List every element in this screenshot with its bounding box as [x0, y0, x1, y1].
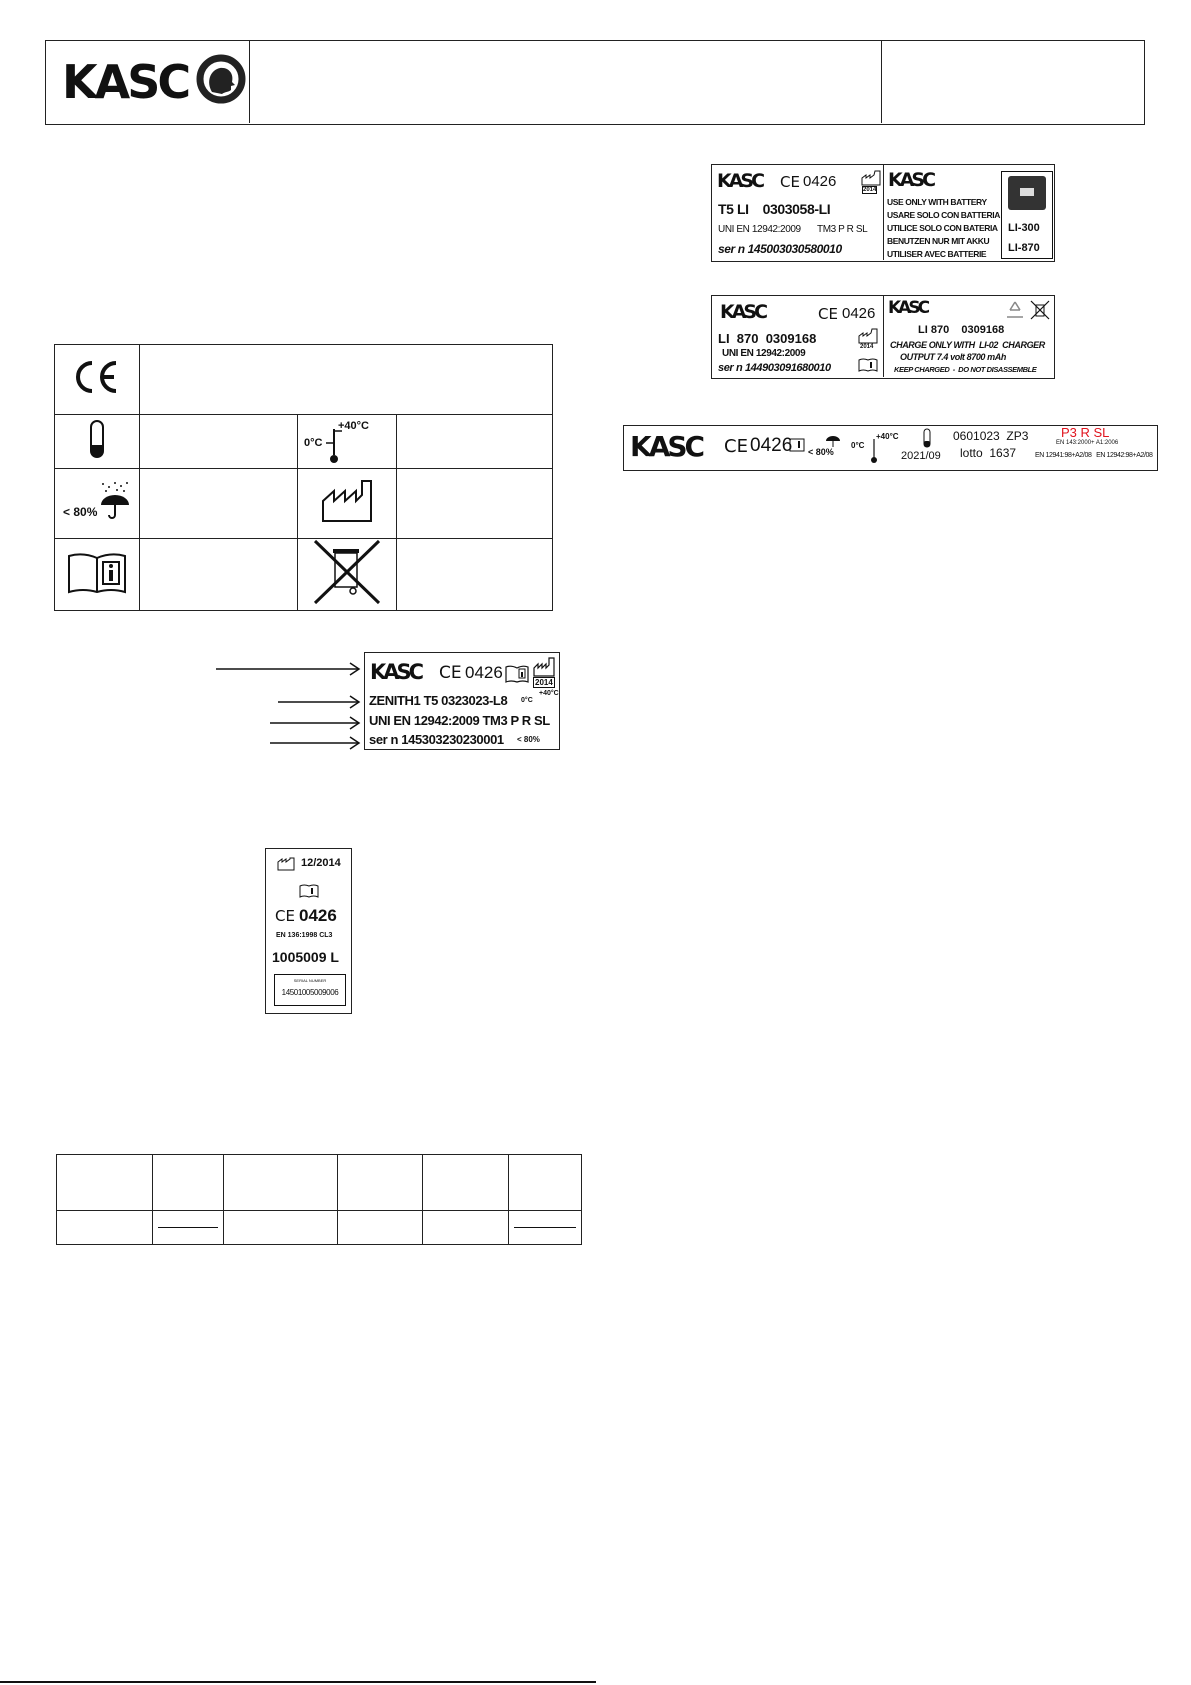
grid-cell	[57, 1211, 153, 1245]
filter-label	[265, 848, 352, 1014]
zenith-label-factory-icon	[533, 657, 555, 677]
instructions-book-icon	[67, 550, 127, 594]
battery-label-serial: ser n 144903091680010	[718, 362, 831, 374]
warning-line: USARE SOLO CON BATTERIA	[887, 210, 1000, 220]
grid-cell	[508, 1211, 581, 1245]
blank-line	[514, 1227, 576, 1228]
instructions-symbol-cell	[55, 539, 140, 611]
manufacturer-symbol-cell	[298, 469, 397, 539]
symbol-table	[54, 344, 553, 611]
bottom-grid-table	[56, 1154, 582, 1245]
p3-label-date: 2021/09	[901, 450, 941, 462]
filter-label-standard: EN 136:1998 CL3	[276, 932, 333, 939]
p3-label-thermometer-icon	[870, 438, 878, 464]
battery-image	[1008, 176, 1046, 210]
grid-cell	[508, 1155, 581, 1211]
battery-label	[711, 295, 1055, 379]
recycle-icon	[1004, 300, 1026, 320]
instructions-description-cell	[140, 539, 298, 611]
factory-icon	[320, 479, 374, 523]
temperature-description-cell	[397, 415, 553, 469]
zenith-label-notified-body: 0426	[465, 663, 503, 682]
grid-cell	[337, 1155, 422, 1211]
battery-label-book-icon	[858, 358, 878, 372]
grid-cell	[57, 1155, 153, 1211]
battery-label-left	[712, 296, 884, 377]
ce-description-cell	[140, 345, 553, 415]
unit-label-left	[712, 165, 884, 260]
filter-label-ce: CE	[275, 907, 295, 925]
battery-model-2: LI-870	[1008, 242, 1040, 254]
p3-label-class: P3 R SL	[1061, 425, 1110, 440]
zenith-label-ce: CE	[439, 663, 462, 683]
humidity-description-cell	[140, 469, 298, 539]
battery-label-charge: CHARGE ONLY WITH LI-02 CHARGER	[890, 340, 1045, 350]
zenith-label-humidity: < 80%	[517, 735, 540, 744]
battery-label-standard: UNI EN 12942:2009	[722, 348, 806, 359]
temp-high-label: +40°C	[338, 419, 370, 432]
kasco-logo	[62, 55, 188, 109]
filter-label-notified-body: 0426	[299, 906, 337, 925]
p3-label-code: 0601023 ZP3	[953, 429, 1029, 443]
humidity-label: < 80%	[63, 504, 98, 519]
filter-label-serial-box	[274, 974, 346, 1006]
unit-label-factory-icon	[861, 170, 881, 186]
thermometer-icon	[324, 427, 344, 465]
p3-filter-label	[623, 425, 1158, 471]
header-title-cell	[249, 41, 882, 123]
storage-symbol-cell	[55, 415, 140, 469]
grid-cell	[337, 1211, 422, 1245]
battery-photo-frame	[1001, 171, 1053, 259]
zenith-label-brand: KASC	[370, 660, 422, 684]
blank-line	[158, 1227, 218, 1228]
p3-label-brand: KASC	[630, 430, 703, 463]
p3-label-hourglass-icon	[922, 428, 932, 448]
unit-label-right-brand: KASC	[888, 169, 934, 191]
zenith-label-model: ZENITH1 T5 0323023-L8	[369, 693, 508, 708]
p3-label-ce: CE	[724, 436, 748, 457]
unit-label-ce: CE	[780, 173, 800, 191]
ce-icon	[72, 360, 122, 394]
weee-symbol-cell	[298, 539, 397, 611]
header-logo-cell	[46, 41, 250, 123]
logo-text: KASC	[62, 55, 189, 109]
zenith-label-year: 2014	[535, 678, 553, 687]
head-icon	[196, 52, 246, 106]
unit-label-right	[884, 165, 1054, 260]
filter-label-date: 12/2014	[301, 857, 341, 869]
unit-label-class: TM3 P R SL	[817, 224, 868, 235]
storage-description-cell	[140, 415, 298, 469]
crossed-bin-icon	[1030, 300, 1050, 320]
filter-label-book-icon	[299, 884, 319, 898]
grid-cell	[423, 1211, 508, 1245]
battery-label-right-brand: KASC	[888, 298, 928, 318]
battery-label-brand: KASC	[720, 301, 766, 323]
p3-label-umbrella-icon	[824, 430, 842, 448]
ce-symbol-cell	[55, 345, 140, 415]
zenith-label-serial: ser n 145303230230001	[369, 732, 504, 747]
grid-cell	[423, 1155, 508, 1211]
p3-label-notified-body: 0426	[750, 435, 793, 456]
unit-label-standard: UNI EN 12942:2009	[718, 224, 801, 235]
filter-label-serial-title: SERIAL NUMBER	[293, 978, 327, 983]
battery-label-notified-body: 0426	[842, 305, 876, 322]
unit-label	[711, 164, 1055, 262]
footer-rule	[0, 1681, 596, 1683]
unit-label-warnings	[887, 196, 1000, 261]
grid-cell	[224, 1211, 338, 1245]
manufacturer-description-cell	[397, 469, 553, 539]
p3-label-temp-high: +40°C	[876, 432, 899, 441]
temperature-symbol-cell	[298, 415, 397, 469]
p3-label-temp-low: 0°C	[851, 441, 865, 450]
battery-label-factory-icon	[858, 328, 878, 344]
header	[45, 40, 1145, 125]
unit-label-serial: ser n 145003030580010	[718, 242, 842, 256]
battery-label-care: KEEP CHARGED - DO NOT DISASSEMBLE	[894, 365, 1037, 374]
label-callout-arrows	[216, 660, 366, 760]
temp-low-label: 0°C	[304, 436, 323, 449]
unit-label-notified-body: 0426	[803, 173, 837, 190]
zenith-label-temp-high: +40°C	[539, 690, 559, 697]
humidity-symbol-cell	[55, 469, 140, 539]
battery-label-year: 2014	[860, 344, 874, 350]
header-ref-cell	[881, 41, 1143, 123]
zenith-label-book-icon	[505, 665, 529, 683]
filter-label-code: 1005009 L	[272, 949, 339, 965]
grid-cell	[153, 1155, 224, 1211]
battery-label-right	[884, 296, 1054, 377]
battery-label-right-model: LI 870 0309168	[918, 324, 1005, 336]
grid-cell	[153, 1211, 224, 1245]
hourglass-icon	[87, 419, 107, 459]
warning-line: BENUTZEN NUR MIT AKKU	[887, 236, 990, 246]
battery-label-ce: CE	[818, 305, 838, 323]
p3-label-standard-b: EN 12941:98+A2/08 EN 12942:98+A2/08	[1035, 452, 1153, 459]
zenith-label-standard: UNI EN 12942:2009 TM3 P R SL	[369, 713, 550, 728]
filter-label-factory-icon	[277, 857, 295, 871]
filter-label-serial: 14501005009006	[281, 988, 339, 997]
battery-label-output: OUTPUT 7.4 volt 8700 mAh	[900, 352, 1006, 362]
battery-model-1: LI-300	[1008, 222, 1040, 234]
zenith-label-temp-low: 0°C	[521, 697, 533, 704]
unit-label-brand: KASC	[717, 170, 763, 192]
warning-line: UTILICE SOLO CON BATERIA	[887, 223, 998, 233]
zenith-label	[364, 652, 560, 750]
warning-line: UTILISER AVEC BATTERIE	[887, 249, 987, 259]
p3-label-humidity: < 80%	[808, 447, 834, 457]
battery-label-model: LI 870 0309168	[718, 331, 817, 346]
unit-label-year: 2014	[863, 187, 877, 193]
p3-label-standard-a: EN 143:2000+ A1:2006	[1056, 440, 1119, 446]
grid-cell	[224, 1155, 338, 1211]
weee-description-cell	[397, 539, 553, 611]
unit-label-model: T5 LI 0303058-LI	[718, 201, 831, 217]
p3-label-book-icon	[789, 438, 805, 452]
warning-line: USE ONLY WITH BATTERY	[887, 197, 987, 207]
crossed-bin-icon	[309, 539, 385, 605]
umbrella-icon	[97, 481, 133, 521]
p3-label-lot: lotto 1637	[960, 446, 1017, 460]
